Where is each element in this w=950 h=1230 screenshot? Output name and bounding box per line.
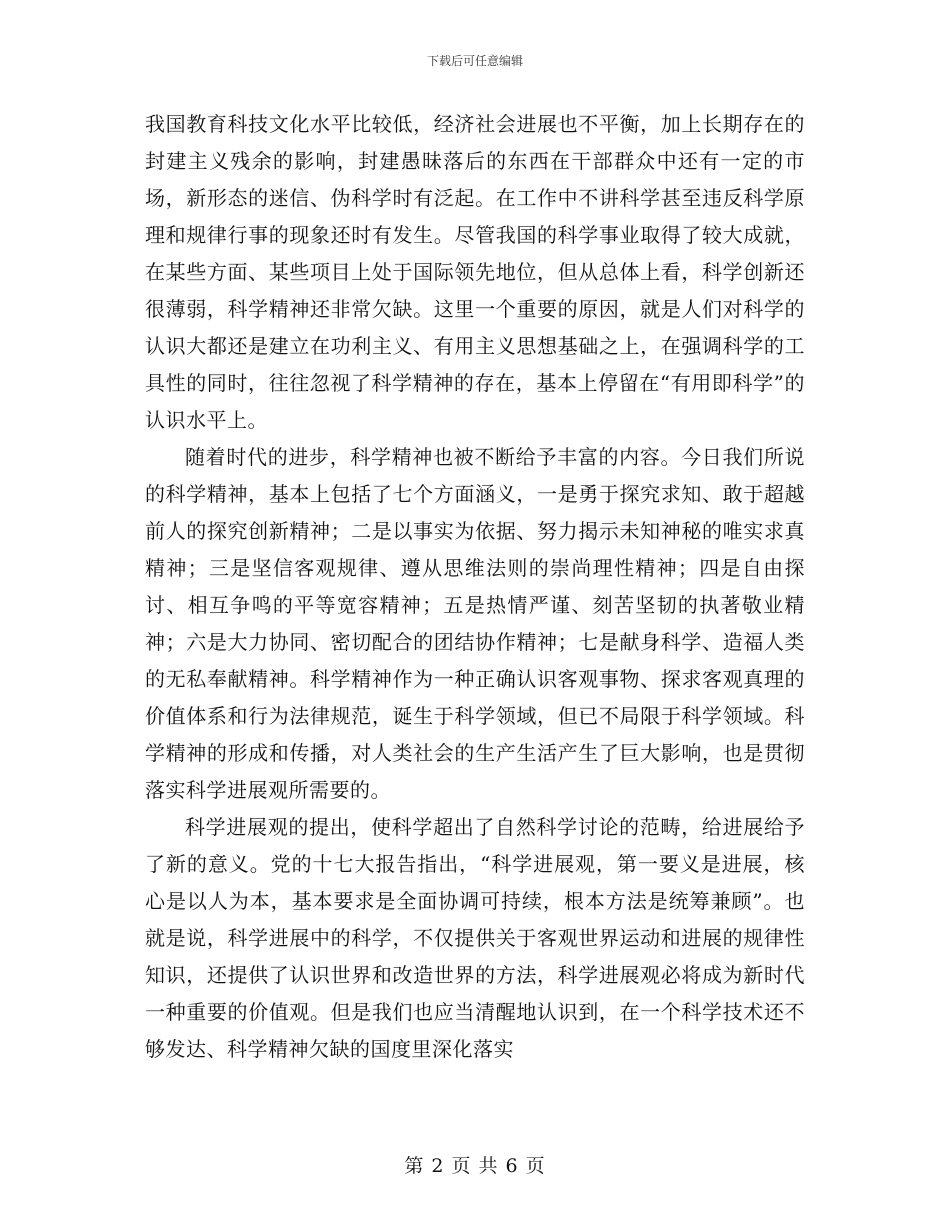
document-body	[145, 106, 805, 1068]
page-number: 第 2 页 共 6 页	[404, 1155, 546, 1177]
paragraph-3: 科学进展观的提出，使科学超出了自然科学讨论的范畴，给进展给予了新的意义。党的十七大报告指出，“科学进展观，第一要义是进展，核心是以人为本，基本要求是全面协调可持续，根本方法是统筹兼顾”。也就是说，科学进展中的科学，不仅提供关于客观世界运动和进展的规律性知识，还提供了认识世界和改造世界的方法，科学进展观必将成为新时代一种重要的价值观。但是我们也应当清醒地认识到，在一个科学技术还不够发达、科学精神欠缺的国度里深化落实	[145, 815, 805, 1061]
page-header: 下载后可任意编辑	[426, 54, 523, 68]
paragraph-1: 我国教育科技文化水平比较低，经济社会进展也不平衡，加上长期存在的封建主义残余的影响，封建愚昧落后的东西在干部群众中还有一定的市场，新形态的迷信、伪科学时有泛起。在工作中不讲科学甚至违反科学原理和规律行事的现象还时有发生。尽管我国的科学事业取得了较大成就，在某些方面、某些项目上处于国际领先地位，但从总体上看，科学创新还很薄弱，科学精神还非常欠缺。这里一个重要的原因，就是人们对科学的认识大都还是建立在功利主义、有用主义思想基础之上，在强调科学的工具性的同时，往往忽视了科学精神的存在，基本上停留在“有用即科学”的认识水平上。	[145, 112, 805, 432]
paragraph-2: 随着时代的进步，科学精神也被不断给予丰富的内容。今日我们所说的科学精神，基本上包括了七个方面涵义，一是勇于探究求知、敢于超越前人的探究创新精神；二是以事实为依据、努力揭示未知神秘的唯实求真精神；三是坚信客观规律、遵从思维法则的崇尚理性精神；四是自由探讨、相互争鸣的平等宽容精神；五是热情严谨、刻苦坚韧的执著敬业精神；六是大力协同、密切配合的团结协作精神；七是献身科学、造福人类的无私奉献精神。科学精神作为一种正确认识客观事物、探求客观真理的价值体系和行为法律规范，诞生于科学领域，但已不局限于科学领域。科学精神的形成和传播，对人类社会的生产生活产生了巨大影响，也是贯彻落实科学进展观所需要的。	[145, 445, 805, 802]
